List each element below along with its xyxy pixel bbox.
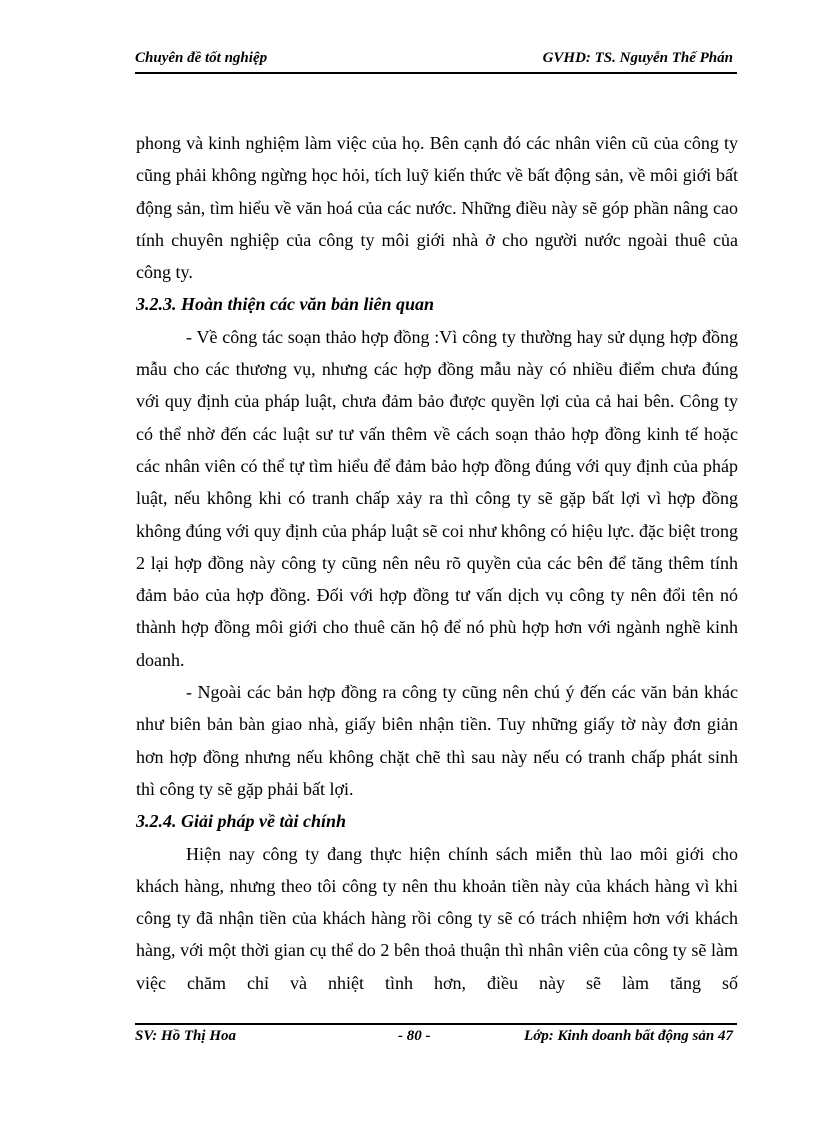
document-body [136, 127, 738, 999]
paragraph-contract-drafting: - Về công tác soạn thảo hợp đồng :Vì công ty thường hay sử dụng hợp đồng mẫu cho các thương vụ, nhưng các hợp đồng mẫu này có nhiều điểm chưa đúng với quy định của pháp luật, chưa đảm bảo được quyền lợi của cả hai bên. Công ty có thể nhờ đến các luật sư tư vấn thêm về cách soạn thảo hợp đồng kinh tế hoặc các nhân viên có thể tự tìm hiểu để đảm bảo hợp đồng đúng với quy định của pháp luật, nếu không khi có tranh chấp xảy ra thì công ty sẽ gặp bất lợi vì hợp đồng không đúng với quy định của pháp luật sẽ coi như không có hiệu lực. đặc biệt trong 2 lại hợp đồng này công ty cũng nên nêu rõ quyền của các bên để tăng thêm tính đảm bảo của hợp đồng. Đối với hợp đồng tư vấn dịch vụ công ty nên đổi tên nó thành hợp đồng môi giới cho thuê căn hộ để nó phù hợp hơn với ngành nghề kinh doanh. [136, 326, 738, 670]
section-heading-3-2-4: 3.2.4. Giải pháp về tài chính [136, 811, 347, 832]
footer-student: SV: Hồ Thị Hoa [135, 1028, 236, 1044]
page-number: - 80 - [398, 1028, 431, 1044]
footer-class: Lớp: Kinh doanh bất động sản 47 [524, 1028, 733, 1044]
header-advisor: GVHD: TS. Nguyễn Thế Phán [542, 50, 733, 66]
paragraph-continuation: phong và kinh nghiệm làm việc của họ. Bên cạnh đó các nhân viên cũ của công ty cũng phải không ngừng học hỏi, tích luỹ kiến thức về bất động sản, về môi giới bất động sản, tìm hiểu về văn hoá của các nước. Những điều này sẽ góp phần nâng cao tính chuyên nghiệp của công ty môi giới nhà ở cho người nước ngoài thuê của công ty. [136, 133, 738, 283]
page-header [135, 48, 737, 74]
paragraph-finance: Hiện nay công ty đang thực hiện chính sách miễn thù lao môi giới cho khách hàng, nhưng theo tôi công ty nên thu khoản tiền này của khách hàng vì khi công ty đã nhận tiền của khách hàng rồi công ty sẽ có trách nhiệm hơn với khách hàng, với một thời gian cụ thể do 2 bên thoả thuận thì nhân viên của công ty sẽ làm việc chăm chỉ và nhiệt tình hơn, điều này sẽ làm tăng số [136, 843, 738, 993]
section-heading-3-2-3: 3.2.3. Hoàn thiện các văn bản liên quan [136, 294, 435, 315]
header-topic: Chuyên đề tốt nghiệp [135, 50, 268, 66]
paragraph-other-documents: - Ngoài các bản hợp đồng ra công ty cũng nên chú ý đến các văn bản khác như biên bản bàn giao nhà, giấy biên nhận tiền. Tuy những giấy tờ này đơn giản hơn hợp đồng nhưng nếu không chặt chẽ thì sau này nếu có tranh chấp phát sinh thì công ty sẽ gặp phải bất lợi. [136, 682, 738, 799]
page-footer [135, 1023, 737, 1051]
